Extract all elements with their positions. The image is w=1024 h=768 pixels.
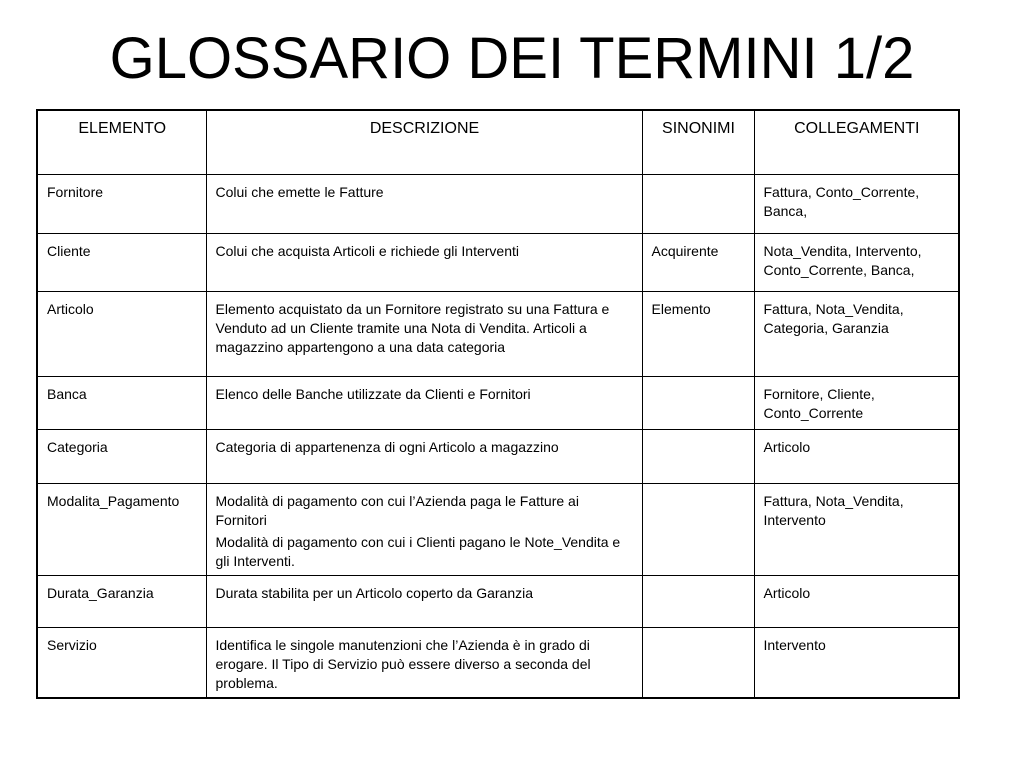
table-row	[37, 484, 959, 576]
table-row	[37, 430, 959, 484]
cell-elemento: Articolo	[37, 292, 206, 377]
cell-collegamenti: Fattura, Conto_Corrente, Banca,	[754, 175, 959, 234]
cell-descrizione	[206, 576, 642, 628]
glossary-table	[36, 109, 960, 699]
cell-elemento: Fornitore	[37, 175, 206, 234]
descrizione-text: Identifica le singole manutenzioni che l’Azienda è in grado di erogare. Il Tipo di Servizio può essere diverso a seconda del problema.	[215, 637, 591, 691]
cell-elemento: Cliente	[37, 234, 206, 292]
cell-sinonimi	[642, 484, 754, 576]
header-elemento: ELEMENTO	[37, 110, 206, 175]
cell-collegamenti: Fornitore, Cliente, Conto_Corrente	[754, 377, 959, 430]
descrizione-text: Elenco delle Banche utilizzate da Clienti e Fornitori	[215, 386, 531, 402]
header-descrizione: DESCRIZIONE	[206, 110, 642, 175]
cell-descrizione	[206, 292, 642, 377]
table-row	[37, 628, 959, 699]
cell-elemento: Categoria	[37, 430, 206, 484]
cell-sinonimi	[642, 175, 754, 234]
descrizione-text: Modalità di pagamento con cui l’Azienda paga le Fatture ai Fornitori	[215, 493, 579, 528]
descrizione-text: Durata stabilita per un Articolo coperto da Garanzia	[215, 585, 534, 601]
table-row	[37, 377, 959, 430]
cell-collegamenti: Fattura, Nota_Vendita, Intervento	[754, 484, 959, 576]
header-sinonimi: SINONIMI	[642, 110, 754, 175]
cell-descrizione	[206, 377, 642, 430]
cell-collegamenti: Articolo	[754, 430, 959, 484]
cell-descrizione	[206, 234, 642, 292]
cell-sinonimi	[642, 430, 754, 484]
descrizione-text: Elemento acquistato da un Fornitore registrato su una Fattura e Venduto ad un Cliente tramite una Nota di Vendita. Articoli a magazzino appartengono a una data categoria	[215, 301, 610, 355]
cell-elemento: Durata_Garanzia	[37, 576, 206, 628]
table-header-row	[37, 110, 959, 175]
cell-descrizione	[206, 430, 642, 484]
table-row	[37, 175, 959, 234]
cell-collegamenti: Articolo	[754, 576, 959, 628]
cell-collegamenti: Intervento	[754, 628, 959, 699]
descrizione-text: Colui che emette le Fatture	[215, 184, 384, 200]
cell-elemento: Modalita_Pagamento	[37, 484, 206, 576]
descrizione-text: Modalità di pagamento con cui i Clienti pagano le Note_Vendita e gli Interventi.	[215, 534, 621, 569]
cell-collegamenti: Fattura, Nota_Vendita, Categoria, Garanzia	[754, 292, 959, 377]
cell-elemento: Servizio	[37, 628, 206, 699]
cell-sinonimi: Elemento	[642, 292, 754, 377]
table-row	[37, 292, 959, 377]
cell-sinonimi	[642, 628, 754, 699]
header-collegamenti: COLLEGAMENTI	[754, 110, 959, 175]
cell-sinonimi	[642, 377, 754, 430]
cell-sinonimi: Acquirente	[642, 234, 754, 292]
cell-collegamenti: Nota_Vendita, Intervento, Conto_Corrente, Banca,	[754, 234, 959, 292]
cell-elemento: Banca	[37, 377, 206, 430]
cell-sinonimi	[642, 576, 754, 628]
descrizione-text: Colui che acquista Articoli e richiede gli Interventi	[215, 243, 519, 259]
cell-descrizione	[206, 175, 642, 234]
cell-descrizione	[206, 484, 642, 576]
slide-title: GLOSSARIO DEI TERMINI 1/2	[109, 26, 915, 91]
table-row	[37, 576, 959, 628]
table-row	[37, 234, 959, 292]
cell-descrizione	[206, 628, 642, 699]
descrizione-text: Categoria di appartenenza di ogni Articolo a magazzino	[215, 439, 559, 455]
